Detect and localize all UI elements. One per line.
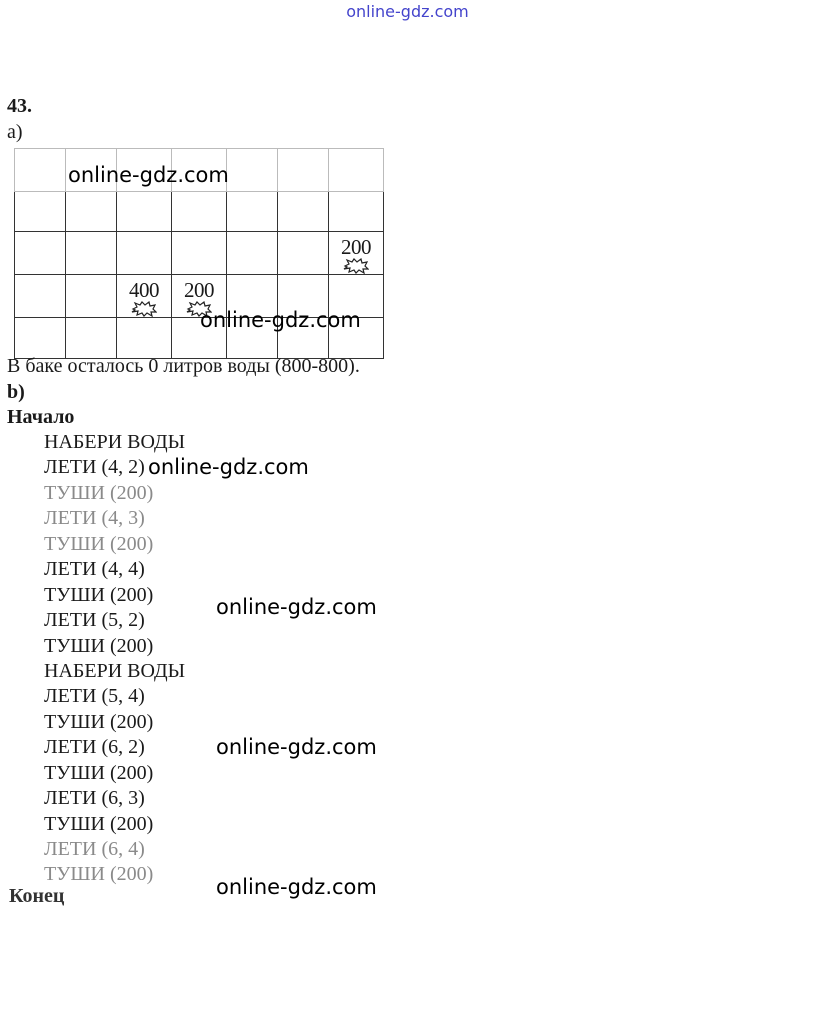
program-command: ЛЕТИ (4, 3) [44, 507, 145, 530]
watermark: online-gdz.com [216, 875, 377, 899]
grid-cell [66, 232, 117, 275]
program-command: ЛЕТИ (4, 4) [44, 558, 145, 581]
program-command: ЛЕТИ (4, 2) [44, 456, 145, 479]
grid-cell [15, 318, 66, 359]
watermark: online-gdz.com [200, 308, 361, 332]
watermark: online-gdz.com [148, 455, 309, 479]
part-b-label: b) [7, 381, 25, 403]
grid-cell [66, 275, 117, 318]
grid-cell [278, 149, 329, 192]
site-header[interactable]: online-gdz.com [346, 2, 469, 21]
fire-volume-label: 200 [184, 278, 214, 302]
grid-cell [15, 275, 66, 318]
grid-cell [278, 192, 329, 232]
grid-cell [172, 232, 227, 275]
grid-row [15, 192, 384, 232]
grid-cell [329, 192, 384, 232]
grid-cell [15, 149, 66, 192]
program-commands [44, 430, 185, 888]
grid-cell [66, 192, 117, 232]
program-end: Конец [9, 885, 65, 907]
grid-cell [227, 232, 278, 275]
result-text: В баке осталось 0 литров воды (800-800). [7, 355, 360, 377]
program-command: ТУШИ (200) [44, 634, 154, 657]
grid-cell [329, 149, 384, 192]
program-command: ЛЕТИ (6, 2) [44, 736, 145, 759]
grid-cell [117, 318, 172, 359]
program-command: ТУШИ (200) [44, 583, 154, 606]
fire-burst-icon [131, 301, 157, 317]
fire-burst-icon [343, 258, 369, 274]
program-command: НАБЕРИ ВОДЫ [44, 431, 186, 453]
grid-cell [227, 192, 278, 232]
grid-cell [117, 232, 172, 275]
grid-cell [117, 192, 172, 232]
program-command: ТУШИ (200) [44, 710, 154, 733]
watermark: online-gdz.com [68, 163, 229, 187]
watermark: online-gdz.com [216, 595, 377, 619]
grid-cell [329, 232, 384, 275]
grid-cell [172, 192, 227, 232]
fire-volume-label: 400 [129, 278, 159, 302]
watermark: online-gdz.com [216, 735, 377, 759]
program-command: ЛЕТИ (5, 4) [44, 685, 145, 708]
problem-number: 43. [7, 95, 32, 117]
grid-cell [227, 149, 278, 192]
part-a-label: а) [7, 121, 23, 143]
fire-volume-label: 200 [341, 235, 371, 259]
grid-row [15, 232, 384, 275]
program-command: ЛЕТИ (6, 4) [44, 838, 145, 860]
grid-cell [117, 275, 172, 318]
program-command: ТУШИ (200) [44, 532, 154, 555]
program-command: НАБЕРИ ВОДЫ [44, 659, 186, 682]
grid-cell [66, 318, 117, 359]
program-start: Начало [7, 406, 75, 428]
program-command: ТУШИ (200) [44, 481, 154, 504]
program-command: ТУШИ (200) [44, 761, 154, 784]
program-command: ТУШИ (200) [44, 863, 154, 886]
grid-cell [15, 192, 66, 232]
grid-cell [278, 232, 329, 275]
program-command: ТУШИ (200) [44, 812, 154, 835]
program-command: ЛЕТИ (6, 3) [44, 787, 145, 810]
program-command: ЛЕТИ (5, 2) [44, 609, 145, 632]
grid-cell [15, 232, 66, 275]
